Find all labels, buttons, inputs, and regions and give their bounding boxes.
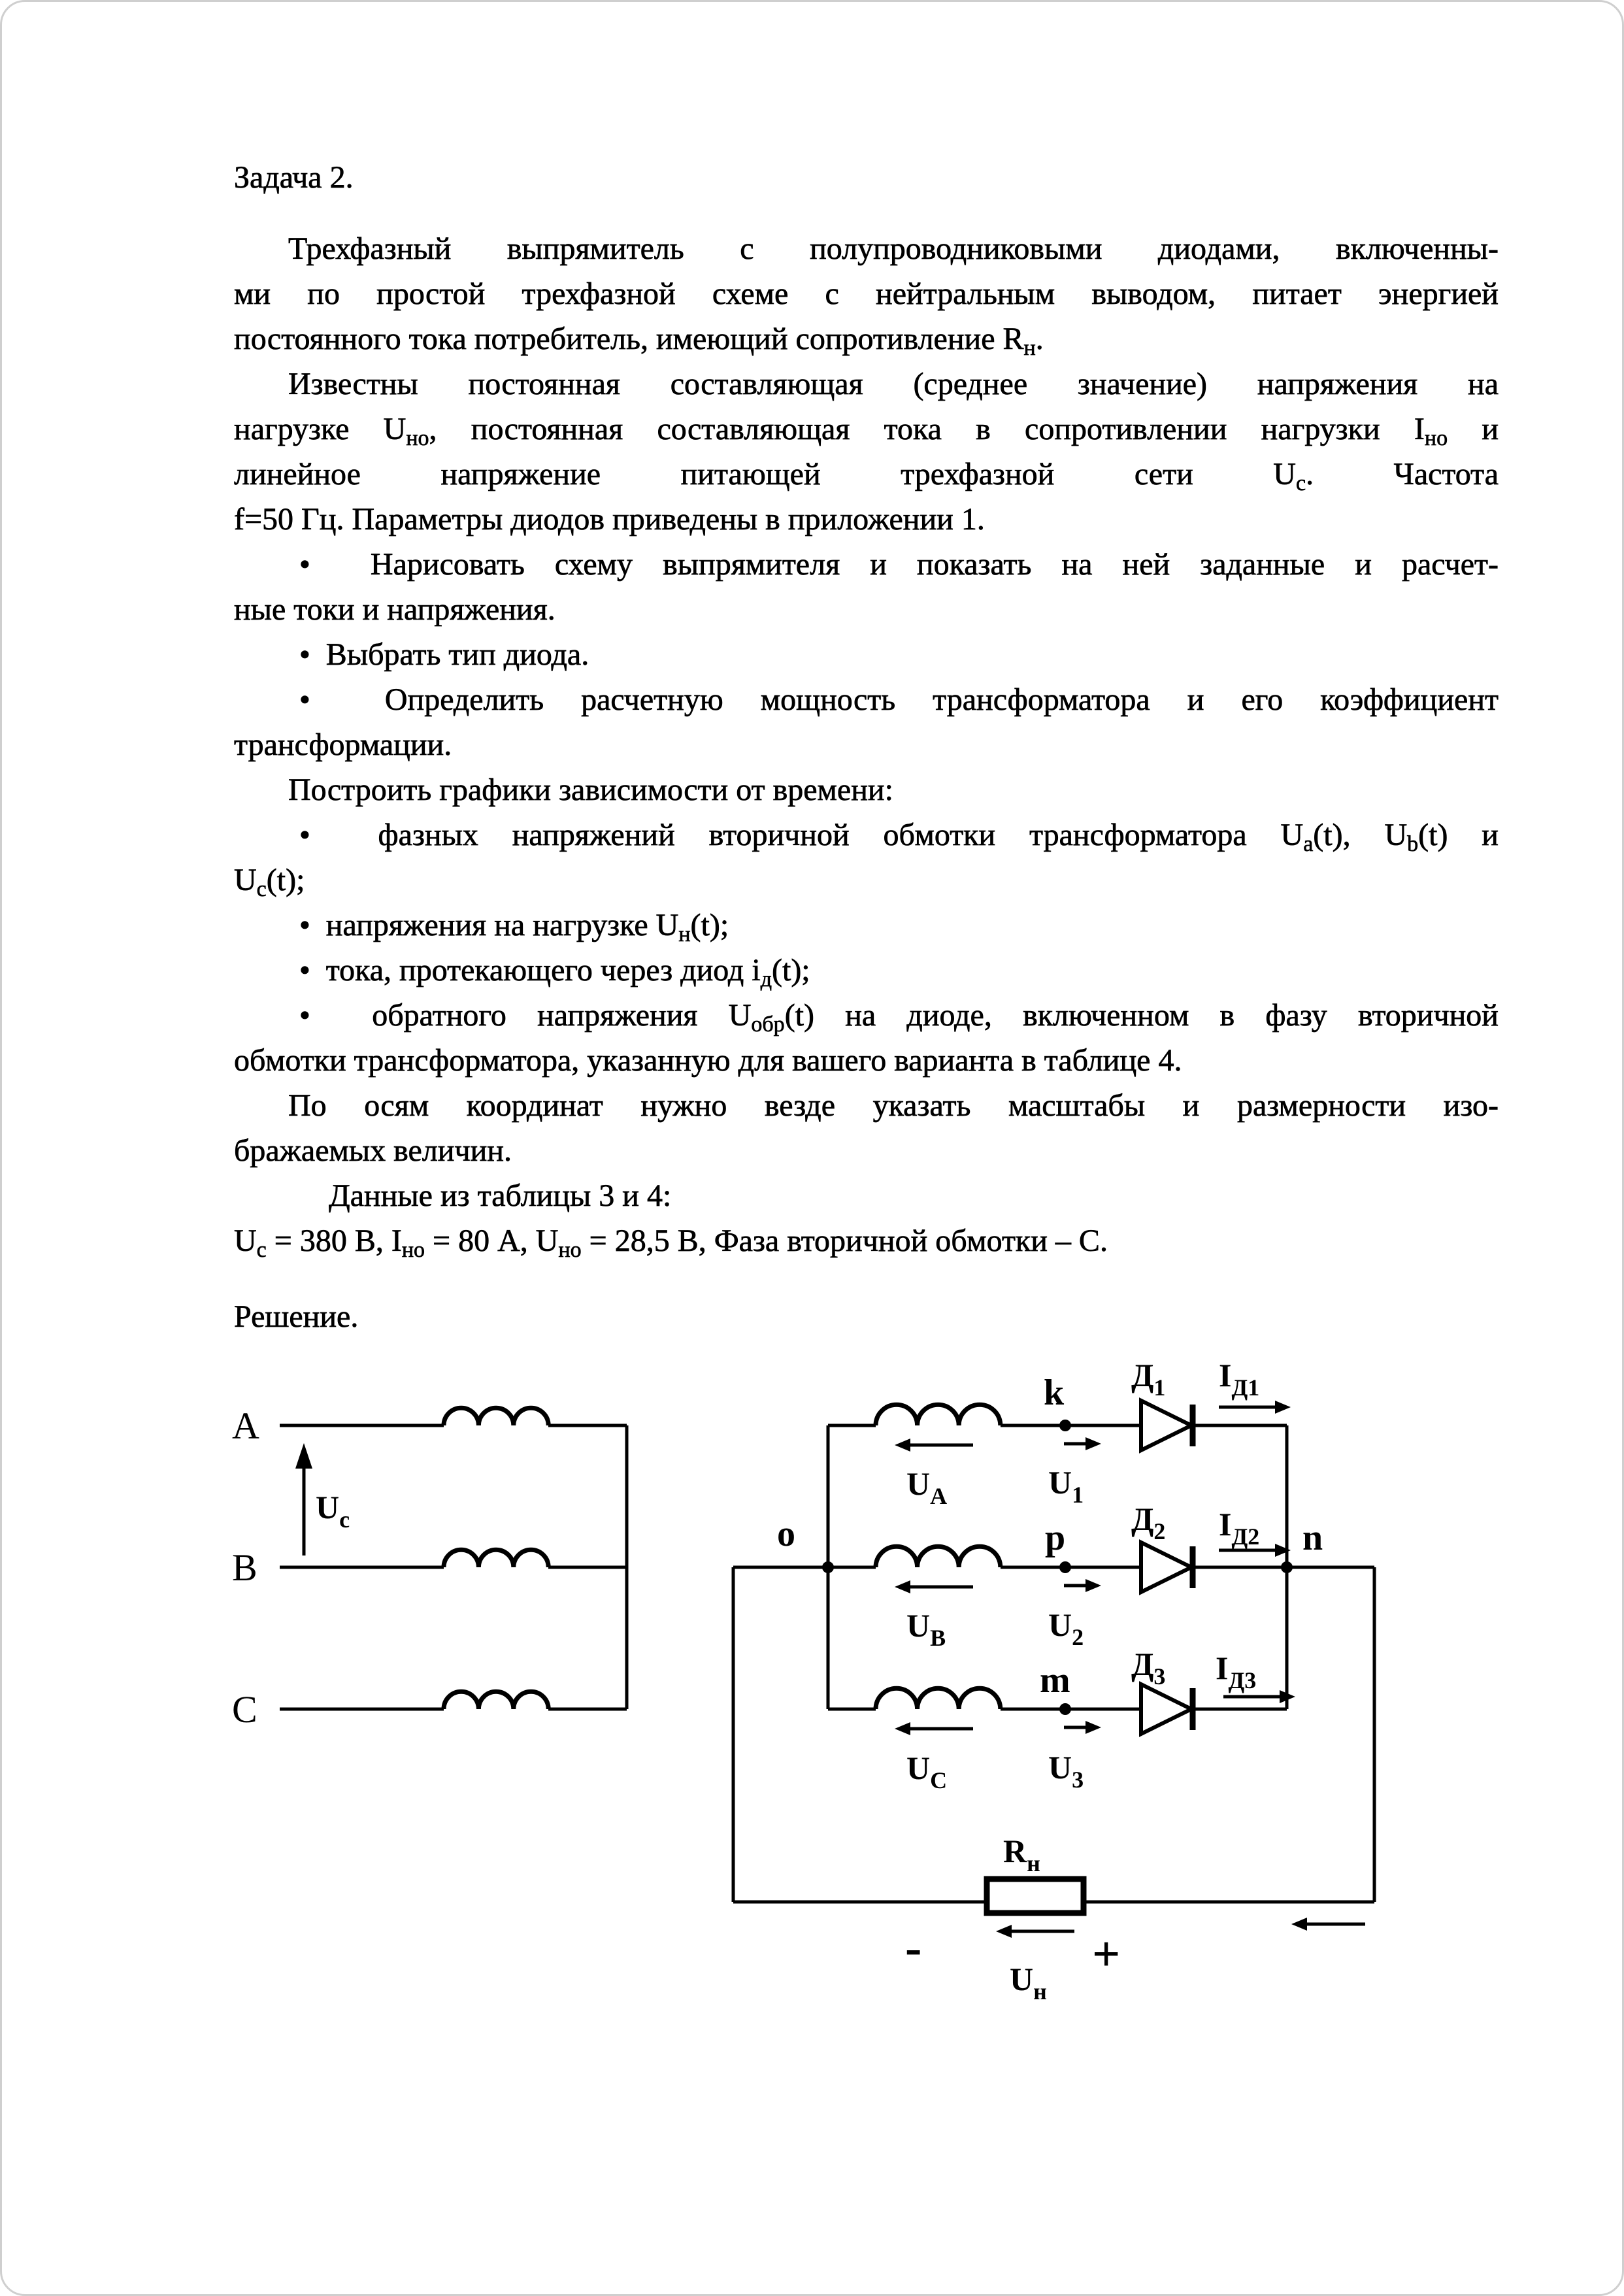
doc-line: Данные из таблицы 3 и 4: bbox=[329, 1178, 672, 1213]
u3-label: U3 bbox=[1048, 1749, 1084, 1793]
phase-c-label: C bbox=[232, 1688, 257, 1731]
d1-label: Д1 bbox=[1131, 1357, 1166, 1401]
doc-data-line: $U_c = 380$ В, $I_{но} = 80$ А, $U_{но} = 28,5$ В, Фаза вторичной обмотки – С. bbox=[234, 1223, 1108, 1262]
rectifier-circuit-diagram bbox=[2, 2, 1624, 2296]
doc-line: $U_c(t)$; bbox=[234, 863, 305, 901]
plus-sign: + bbox=[1092, 1927, 1121, 1982]
ub-label: UB bbox=[906, 1607, 946, 1651]
u2-arrow-head bbox=[1085, 1579, 1101, 1592]
id3-label: IД3 bbox=[1216, 1650, 1257, 1693]
doc-line: Трехфазный выпрямитель с полупроводниковыми диодами, включенны- bbox=[288, 231, 1499, 266]
doc-line: обмотки трансформатора, указанную для вашего варианта в таблице 4. bbox=[234, 1043, 1182, 1078]
ua-label: UA bbox=[906, 1465, 948, 1509]
minus-sign: - bbox=[905, 1920, 922, 1975]
k-node-dot bbox=[1059, 1420, 1071, 1431]
doc-line: ми по простой трехфазной схеме с нейтральным выводом, питает энергией bbox=[234, 276, 1499, 311]
doc-line: постоянного тока потребитель, имеющий сопротивление $R_н$. bbox=[234, 322, 1044, 360]
un-arrow-head bbox=[996, 1925, 1012, 1938]
k-node-label: k bbox=[1044, 1373, 1065, 1413]
doc-bullet-line: • тока, протекающего через диод $i_д(t)$; bbox=[299, 953, 810, 991]
doc-bullet-line: • Определить расчетную мощность трансформатора и его коэффициент bbox=[299, 682, 1499, 717]
problem-title: Задача 2. bbox=[234, 160, 354, 195]
u1-arrow-head bbox=[1085, 1437, 1101, 1450]
doc-line: линейное напряжение питающей трехфазной сети $U_c$. Частота bbox=[234, 457, 1499, 495]
doc-bullet-line: • обратного напряжения $U_{обр}(t)$ на диоде, включенном в фазу вторичной bbox=[299, 998, 1499, 1037]
ua-arrow-head bbox=[895, 1439, 910, 1452]
id2-label: IД2 bbox=[1219, 1506, 1260, 1550]
uc-arrow-head bbox=[295, 1443, 312, 1469]
load-current-arrow-head bbox=[1291, 1918, 1307, 1931]
doc-bullet-line: • напряжения на нагрузке $U_н(t)$; bbox=[299, 908, 729, 946]
secondary-coil-b bbox=[876, 1546, 1001, 1567]
secondary-coil-c bbox=[876, 1688, 1001, 1709]
m-node-label: m bbox=[1040, 1660, 1070, 1701]
solution-heading: Решение. bbox=[234, 1299, 359, 1334]
id1-arrow-head bbox=[1275, 1401, 1291, 1414]
primary-coil-b bbox=[444, 1550, 548, 1567]
uc-coil-arrow-head bbox=[895, 1722, 910, 1735]
doc-bullet-line: • Нарисовать схему выпрямителя и показать на ней заданные и расчет- bbox=[299, 547, 1499, 582]
doc-line: По осям координат нужно везде указать масштабы и размерности изо- bbox=[288, 1088, 1499, 1123]
secondary-coil-a bbox=[876, 1405, 1001, 1425]
d2-label: Д2 bbox=[1131, 1501, 1166, 1544]
primary-coil-c bbox=[444, 1691, 548, 1709]
un-label: Uн bbox=[1010, 1961, 1047, 2005]
phase-a-label: A bbox=[232, 1405, 259, 1447]
n-node-label: n bbox=[1302, 1518, 1323, 1558]
diode-d2 bbox=[1141, 1542, 1191, 1592]
doc-bullet-line: • фазных напряжений вторичной обмотки трансформатора $U_a(t)$, $U_b(t)$ и bbox=[299, 818, 1499, 856]
primary-coil-a bbox=[444, 1408, 548, 1425]
ub-arrow-head bbox=[895, 1580, 910, 1593]
u2-label: U2 bbox=[1048, 1606, 1084, 1650]
uc-source-label: Uc bbox=[316, 1489, 350, 1533]
p-node-label: p bbox=[1045, 1518, 1066, 1558]
rn-label: Rн bbox=[1003, 1833, 1040, 1876]
doc-line: трансформации. bbox=[234, 727, 452, 762]
p-node-dot bbox=[1059, 1561, 1071, 1573]
id1-label: IД1 bbox=[1219, 1357, 1260, 1401]
doc-line: нагрузке $U_{но}$, постоянная составляющая тока в сопротивлении нагрузки $I_{но}$ и bbox=[234, 412, 1499, 450]
load-resistor bbox=[987, 1879, 1084, 1913]
u1-label: U1 bbox=[1048, 1464, 1084, 1508]
diode-d3 bbox=[1141, 1684, 1191, 1734]
diode-d1 bbox=[1141, 1401, 1191, 1450]
phase-b-label: B bbox=[232, 1546, 257, 1589]
uc-coil-label: UC bbox=[906, 1750, 948, 1793]
u3-arrow-head bbox=[1085, 1721, 1101, 1734]
m-node-dot bbox=[1059, 1703, 1071, 1715]
o-node-label: o bbox=[777, 1514, 795, 1554]
doc-bullet-line: • Выбрать тип диода. bbox=[299, 637, 589, 672]
doc-line: бражаемых величин. bbox=[234, 1133, 512, 1168]
doc-line: f=50 Гц. Параметры диодов приведены в приложении 1. bbox=[234, 502, 985, 537]
d3-label: Д3 bbox=[1131, 1646, 1166, 1689]
doc-line: Известны постоянная составляющая (среднее значение) напряжения на bbox=[288, 367, 1499, 401]
doc-line: Построить графики зависимости от времени: bbox=[288, 773, 893, 807]
doc-line: ные токи и напряжения. bbox=[234, 592, 555, 627]
